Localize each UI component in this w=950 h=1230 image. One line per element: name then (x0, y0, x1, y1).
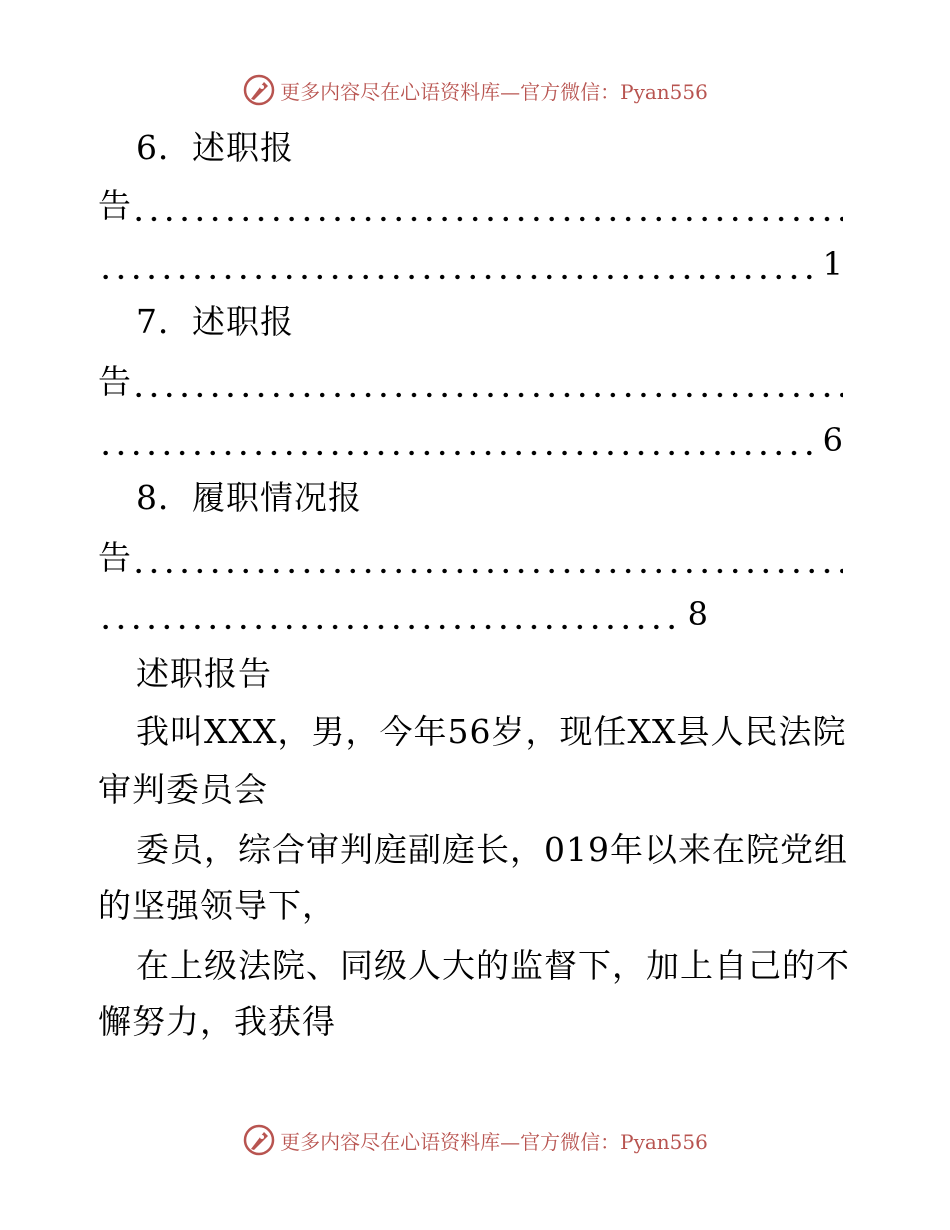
section-heading: 述职报告 (136, 654, 272, 693)
body-paragraph-line: 委员，综合审判庭副庭长，019年以来在院党组 (136, 830, 848, 869)
body-paragraph-line: 懈努力，我获得 (98, 1002, 336, 1041)
footer-banner-text: 更多内容尽在心语资料库—官方微信：Pyan556 (280, 1129, 708, 1154)
toc-entry-page-number: 8 (687, 595, 708, 633)
pen-nib-logo-icon (242, 1123, 276, 1157)
toc-entry-lead: 告 (98, 538, 131, 577)
pen-nib-logo-icon (242, 73, 276, 107)
toc-entry-lead: 告 (98, 186, 131, 225)
toc-entry-lead: 告 (98, 362, 131, 401)
dot-leader (98, 586, 682, 642)
dot-leader (131, 354, 843, 410)
toc-entry-page-number: 1 (822, 245, 843, 283)
toc-entry-title: 7．述职报 (136, 302, 294, 341)
toc-entry-leader-continued (98, 586, 708, 642)
toc-entry-leader (98, 354, 843, 410)
body-paragraph-line: 审判委员会 (98, 770, 268, 809)
body-paragraph-line: 我叫XXX，男，今年56岁，现任XX县人民法院 (136, 712, 847, 751)
dot-leader (131, 530, 843, 586)
toc-entry-leader (98, 530, 843, 586)
header-banner (0, 70, 950, 110)
toc-entry-leader-continued (98, 236, 843, 292)
body-paragraph-line: 在上级法院、同级人大的监督下，加上自己的不 (136, 946, 850, 985)
toc-entry-leader-continued (98, 412, 843, 468)
toc-entry-leader (98, 178, 843, 234)
toc-entry-title: 8．履职情况报 (136, 478, 362, 517)
toc-entry-page-number: 6 (822, 421, 843, 459)
dot-leader (98, 412, 817, 468)
footer-banner (0, 1120, 950, 1160)
body-paragraph-line: 的坚强领导下， (98, 886, 336, 925)
dot-leader (131, 178, 843, 234)
toc-entry-title: 6．述职报 (136, 128, 294, 167)
dot-leader (98, 236, 817, 292)
header-banner-text: 更多内容尽在心语资料库—官方微信：Pyan556 (280, 79, 708, 104)
